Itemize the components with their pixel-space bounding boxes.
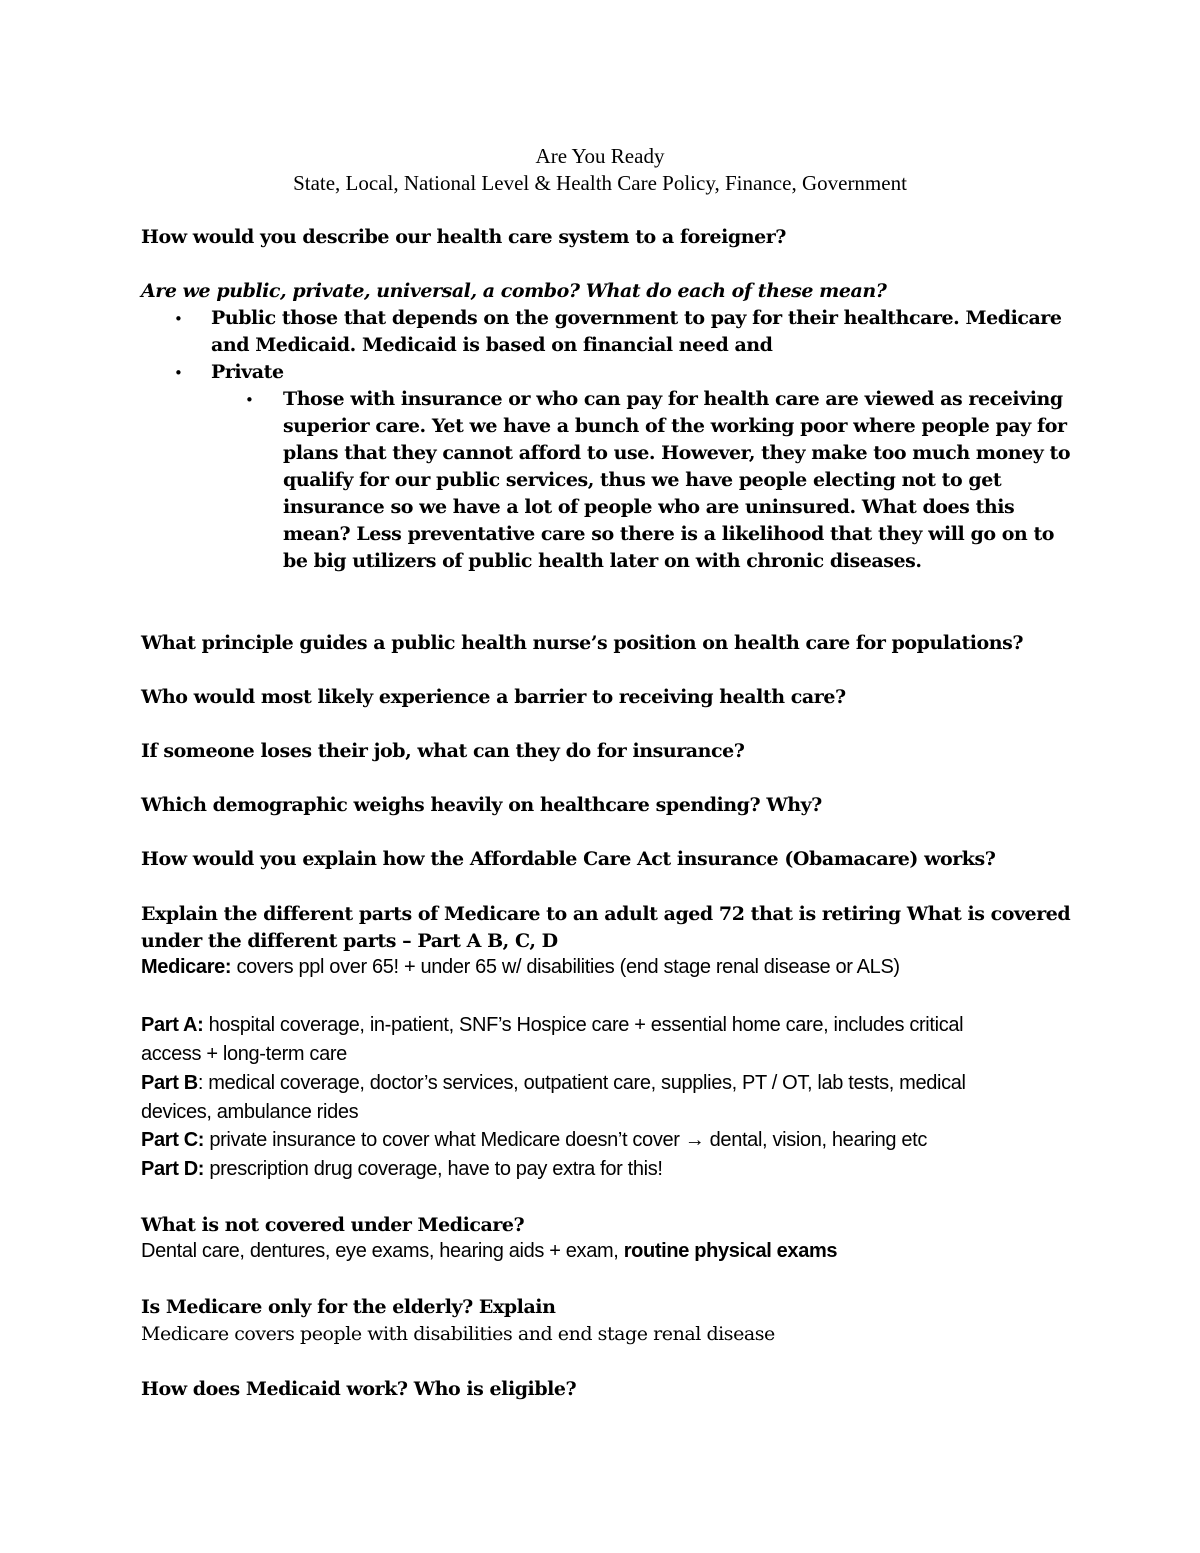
part-c-label: Part C: <box>141 1129 205 1151</box>
bullet-private-sub: • <box>245 391 254 409</box>
question-demographic: Which demographic weighs heavily on healthcare spending? Why? <box>141 794 822 816</box>
public-text-line2: and Medicaid. Medicaid is based on financial need and <box>211 334 773 356</box>
question-medicaid: How does Medicaid work? Who is eligible? <box>141 1378 577 1400</box>
medicare-label: Medicare: <box>141 956 232 978</box>
part-b-text: : medical coverage, doctor’s services, outpatient care, supplies, PT / OT, lab tests, medical <box>197 1072 966 1094</box>
public-text-line1: Public those that depends on the government to pay for their healthcare. Medicare <box>211 307 1062 329</box>
question-barrier: Who would most likely experience a barrier to receiving health care? <box>141 686 846 708</box>
question-medicare-parts-line1: Explain the different parts of Medicare to an adult aged 72 that is retiring What is covered <box>141 903 1071 925</box>
private-label: Private <box>211 361 284 383</box>
part-b-line1 <box>141 1072 966 1095</box>
not-covered-bold: routine physical exams <box>623 1240 838 1262</box>
bullet-private: • <box>174 364 183 382</box>
part-a-text: hospital coverage, in-patient, SNF’s Hospice care + essential home care, includes critical <box>203 1014 964 1036</box>
part-c-line <box>141 1129 927 1152</box>
question-medicare-parts-line2: under the different parts – Part A B, C, D <box>141 930 558 952</box>
part-a-label: Part A: <box>141 1014 204 1036</box>
question-principle: What principle guides a public health nurse’s position on health care for populations? <box>141 632 1024 654</box>
part-a-line1 <box>141 1014 963 1037</box>
part-d-line <box>141 1158 663 1181</box>
not-covered-answer <box>141 1240 837 1263</box>
medicare-text: covers ppl over 65! + under 65 w/ disabilities (end stage renal disease or ALS) <box>231 956 900 978</box>
private-sub-line3: plans that they cannot afford to use. However, they make too much money to <box>283 442 1071 464</box>
document-title: Are You Ready <box>535 144 665 168</box>
private-sub-line7: be big utilizers of public health later on with chronic diseases. <box>283 550 922 572</box>
private-sub-line1: Those with insurance or who can pay for health care are viewed as receiving <box>283 388 1063 410</box>
part-c-text2: dental, vision, hearing etc <box>704 1129 928 1151</box>
right-arrow-icon: → <box>684 1129 705 1151</box>
private-sub-line4: qualify for our public services, thus we have people electing not to get <box>283 469 1002 491</box>
document-subtitle: State, Local, National Level & Health Care Policy, Finance, Government <box>293 171 907 195</box>
part-c-text: private insurance to cover what Medicare doesn’t cover <box>204 1129 685 1151</box>
elderly-answer: Medicare covers people with disabilities and end stage renal disease <box>141 1323 775 1345</box>
part-b-label: Part B <box>141 1072 198 1094</box>
question-system-types: Are we public, private, universal, a combo? What do each of these mean? <box>141 280 887 302</box>
part-d-label: Part D: <box>141 1158 205 1180</box>
part-d-text: prescription drug coverage, have to pay extra for this! <box>204 1158 663 1180</box>
private-sub-line6: mean? Less preventative care so there is a likelihood that they will go on to <box>283 523 1055 545</box>
not-covered-text: Dental care, dentures, eye exams, hearing aids + exam, <box>141 1240 624 1262</box>
question-elderly: Is Medicare only for the elderly? Explain <box>141 1296 556 1318</box>
bullet-public: • <box>174 310 183 328</box>
part-b-line2: devices, ambulance rides <box>141 1101 359 1123</box>
question-describe-system: How would you describe our health care system to a foreigner? <box>141 226 786 248</box>
question-lose-job: If someone loses their job, what can they do for insurance? <box>141 740 745 762</box>
question-not-covered: What is not covered under Medicare? <box>141 1214 525 1236</box>
question-aca: How would you explain how the Affordable Care Act insurance (Obamacare) works? <box>141 848 996 870</box>
private-sub-line5: insurance so we have a lot of people who are uninsured. What does this <box>283 496 1015 518</box>
medicare-definition <box>141 956 900 979</box>
part-a-line2: access + long-term care <box>141 1043 347 1065</box>
private-sub-line2: superior care. Yet we have a bunch of the working poor where people pay for <box>283 415 1067 437</box>
